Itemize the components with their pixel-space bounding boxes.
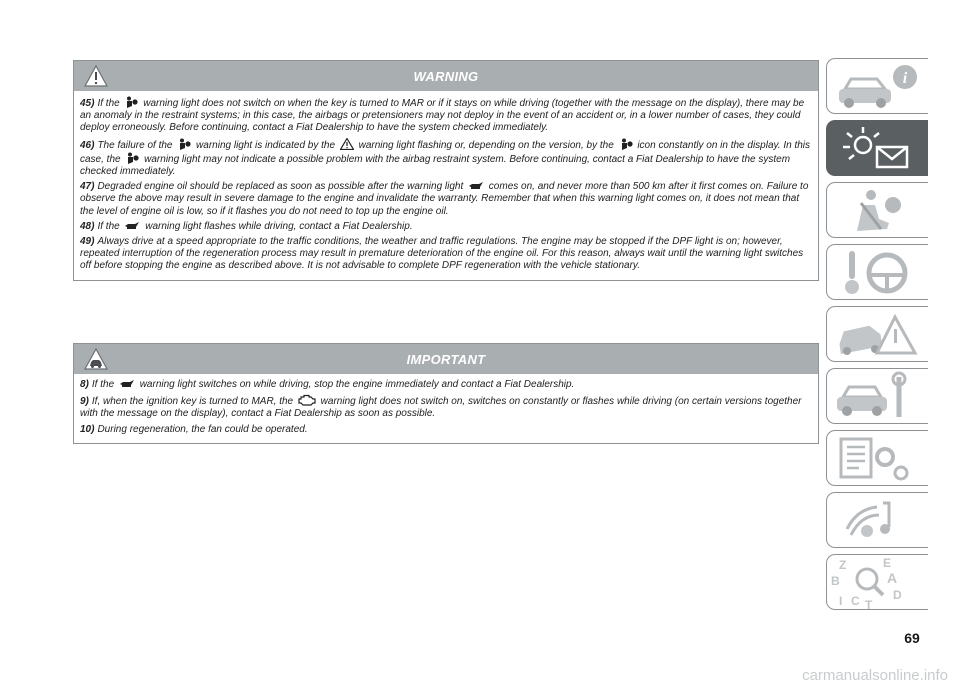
airbag-warning-icon bbox=[619, 138, 633, 150]
important-note-8 bbox=[80, 379, 812, 391]
engine-check-icon bbox=[298, 394, 316, 406]
note-text: If, when the ignition key is turned to MAR, the bbox=[91, 396, 296, 408]
warning-note-48 bbox=[80, 221, 812, 233]
warning-title: WARNING bbox=[413, 68, 479, 84]
index-letter: T bbox=[865, 598, 873, 611]
car-maintenance-icon bbox=[827, 369, 929, 425]
page-number: 69 bbox=[904, 630, 920, 646]
note-number: 10) bbox=[80, 423, 95, 435]
note-text: Degraded engine oil should be replaced as soon as possible after the warning light bbox=[97, 181, 467, 193]
note-text: Always drive at a speed appropriate to the traffic conditions, the weather and traffic regulations. The engine may be stopped if the DPF light is on; however, repeated interruption of the regeneration process may result in premature deterioration of the engine oil. For this reason, always wait until the warning light switches off before stopping the engine as described above. It is not advisable to complete DPF regeneration with the vehicle stationary. bbox=[80, 236, 804, 272]
note-number: 46) bbox=[80, 139, 95, 151]
airbag-warning-icon bbox=[125, 152, 139, 164]
tab-index[interactable] bbox=[826, 554, 928, 610]
index-letter: C bbox=[851, 594, 860, 608]
note-text: The failure of the bbox=[97, 139, 176, 151]
index-letter: B bbox=[831, 574, 840, 588]
oil-can-icon bbox=[124, 221, 140, 231]
multimedia-icon bbox=[827, 493, 929, 549]
important-note-10 bbox=[80, 424, 812, 436]
tab-safety[interactable] bbox=[826, 182, 928, 238]
note-text: comes on, and never more than 500 km after it first comes on. Failure to observe the above may result in severe damage to the engine and invalidate the warranty. Remember that when this warning light comes on, it does not mean that the level of engine oil is low, so if it flashes you do not need to top up the engine oil. bbox=[80, 181, 809, 217]
note-text: If the bbox=[91, 379, 117, 390]
tab-multimedia[interactable] bbox=[826, 492, 928, 548]
important-body bbox=[74, 374, 818, 443]
warning-body bbox=[74, 91, 818, 280]
steering-wheel-key-icon bbox=[827, 245, 929, 301]
note-text: warning light may not indicate a possible problem with the airbag restraint system. Before continuing, contact a Fiat Dealership to have the system checked immediately. bbox=[80, 153, 791, 178]
car-emergency-icon bbox=[827, 307, 929, 363]
important-box bbox=[73, 343, 819, 444]
note-number: 47) bbox=[80, 181, 95, 193]
warning-note-47 bbox=[80, 181, 812, 218]
note-text: warning light does not switch on, switches on constantly or flashes while driving (on certain versions together with the message on the display), contact a Fiat Dealership as soon as possible. bbox=[80, 396, 802, 420]
svg-text:i: i bbox=[902, 70, 908, 87]
warning-note-46 bbox=[80, 138, 812, 179]
important-note-9 bbox=[80, 394, 812, 420]
note-number: 8) bbox=[80, 379, 89, 390]
note-number: 48) bbox=[80, 220, 95, 232]
index-letter: A bbox=[887, 570, 898, 586]
warning-triangle-icon bbox=[84, 64, 108, 88]
note-text: If the bbox=[97, 220, 123, 232]
seat-airbag-icon bbox=[827, 183, 929, 239]
note-text: warning light does not switch on when the key is turned to MAR or if it stays on while driving (together with the message on the display), there may be an anomaly in the restraint systems; in this case, the airbags or pretensioners may not deploy in the event of an accident or, in a lower number of cases, they could deploy erroneously. Before continuing, contact a Fiat Dealership to have the system checked immediately. bbox=[80, 98, 805, 134]
important-title: IMPORTANT bbox=[406, 351, 486, 367]
note-text: icon constantly on in the display. In this case, the bbox=[80, 139, 811, 165]
important-header bbox=[74, 344, 818, 374]
note-text: During regeneration, the fan could be operated. bbox=[97, 423, 308, 435]
warning-box bbox=[73, 60, 819, 281]
note-text: warning light flashing or, depending on the version, by the bbox=[355, 139, 617, 151]
airbag-warning-icon bbox=[124, 96, 138, 108]
technical-specs-icon bbox=[827, 431, 929, 487]
note-number: 9) bbox=[80, 396, 89, 408]
warning-header bbox=[74, 61, 818, 91]
warning-note-45 bbox=[80, 96, 812, 135]
note-text: warning light switches on while driving, stop the engine immediately and contact a Fiat Dealership. bbox=[136, 379, 575, 390]
tab-technical-specs[interactable] bbox=[826, 430, 928, 486]
note-text: warning light flashes while driving, contact a Fiat Dealership. bbox=[142, 220, 413, 232]
watermark bbox=[0, 668, 960, 683]
note-number: 45) bbox=[80, 98, 95, 109]
note-text: If the bbox=[97, 98, 123, 109]
index-letter: Z bbox=[839, 558, 847, 572]
note-number: 49) bbox=[80, 236, 95, 248]
oil-can-icon bbox=[119, 379, 135, 389]
note-text: warning light is indicated by the bbox=[193, 139, 338, 151]
tab-emergency[interactable] bbox=[826, 306, 928, 362]
oil-can-icon bbox=[468, 181, 484, 191]
tab-car-info[interactable] bbox=[826, 58, 928, 114]
tab-warning-lights[interactable] bbox=[826, 120, 928, 176]
car-caution-icon bbox=[84, 347, 108, 371]
car-info-icon bbox=[827, 59, 929, 115]
warning-lights-icon bbox=[827, 121, 929, 177]
warning-note-49 bbox=[80, 236, 812, 273]
index-letter: D bbox=[893, 588, 902, 602]
index-letter: I bbox=[839, 594, 843, 608]
index-letter: E bbox=[883, 556, 892, 570]
watermark-text: carmanualsonline.info bbox=[802, 668, 948, 683]
tab-starting-driving[interactable] bbox=[826, 244, 928, 300]
index-search-icon bbox=[827, 555, 929, 611]
general-warning-triangle-icon bbox=[340, 138, 354, 150]
tab-maintenance[interactable] bbox=[826, 368, 928, 424]
airbag-warning-icon bbox=[177, 138, 191, 150]
